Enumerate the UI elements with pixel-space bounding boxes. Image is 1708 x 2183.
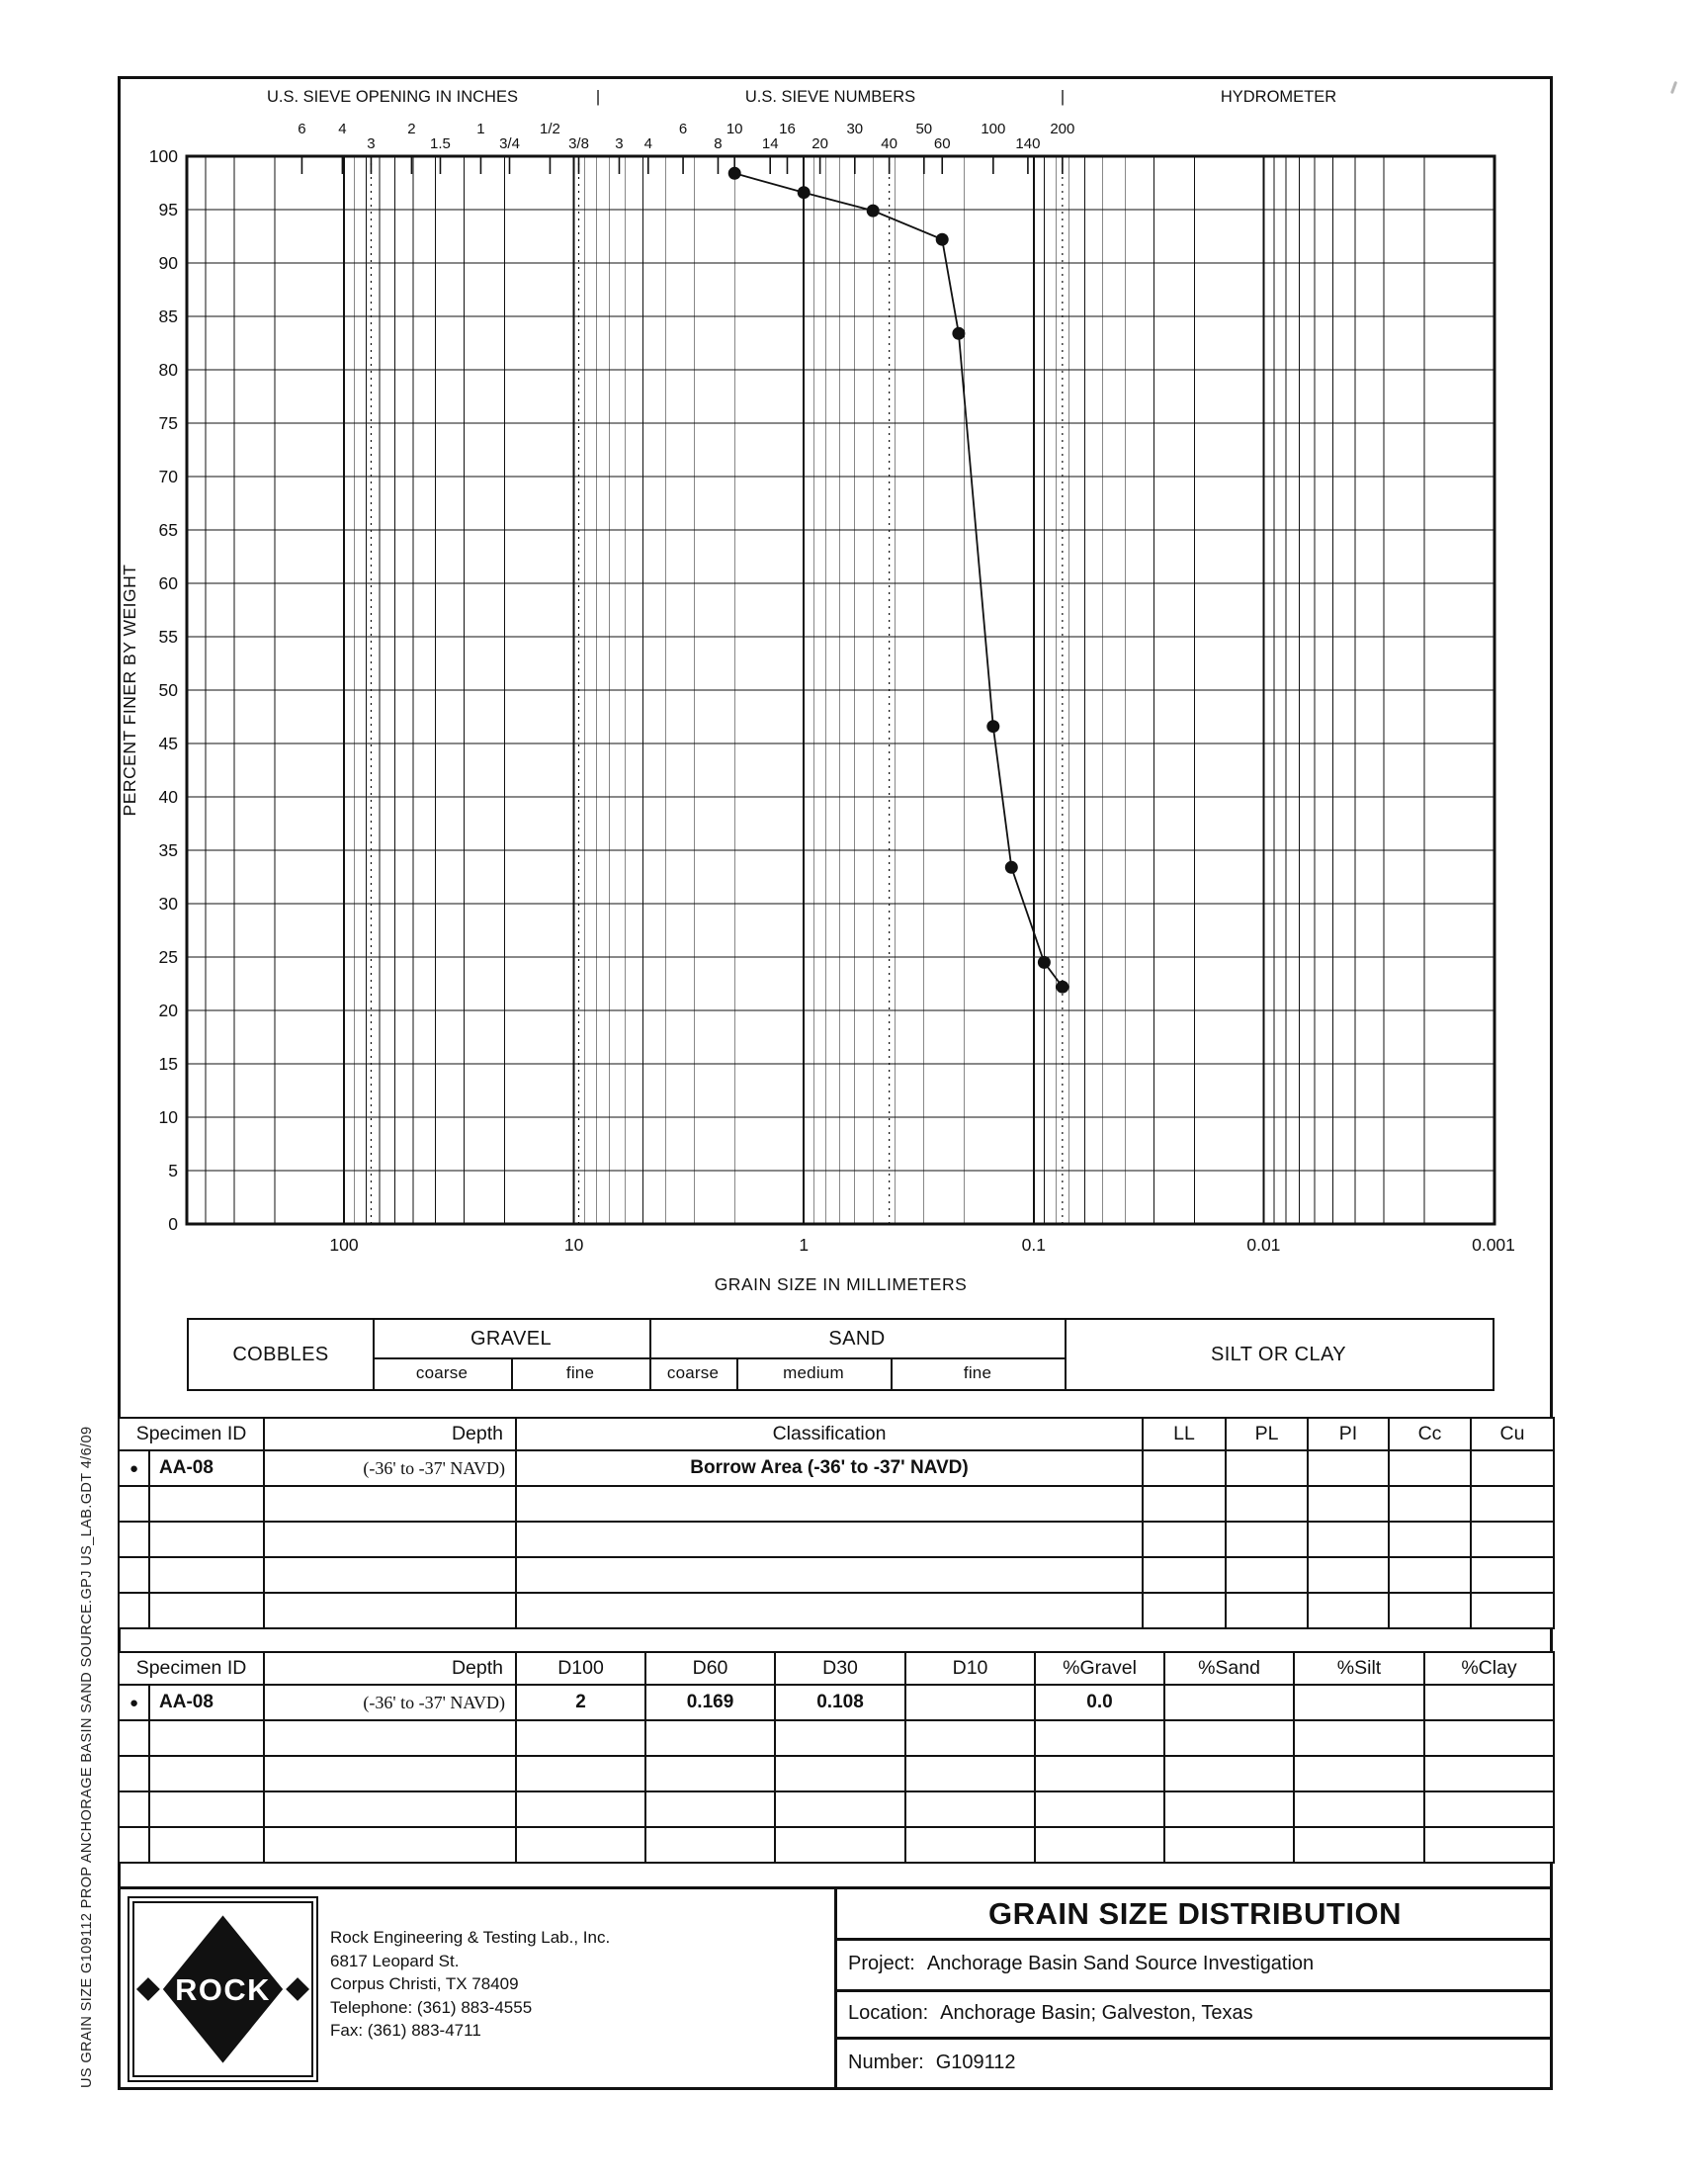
cell-classification (516, 1486, 1143, 1522)
gradation-table (118, 1651, 1555, 1864)
cell-d100 (516, 1827, 645, 1863)
svg-text:1/2: 1/2 (540, 121, 560, 137)
band-sand-coarse: coarse (666, 1363, 720, 1382)
cell-specimen-id (149, 1720, 264, 1756)
svg-text:0.01: 0.01 (1246, 1235, 1281, 1255)
cell-specimen-id (149, 1593, 264, 1628)
report-title: GRAIN SIZE DISTRIBUTION (988, 1895, 1402, 1931)
cell-pct-gravel (1035, 1791, 1164, 1827)
header-d60: D60 (645, 1652, 775, 1685)
svg-text:HYDROMETER: HYDROMETER (1220, 88, 1337, 106)
cell-cc (1389, 1486, 1471, 1522)
cell-d10 (905, 1756, 1035, 1791)
cell-pct-gravel (1035, 1720, 1164, 1756)
chart-gridlines (187, 156, 1494, 1224)
svg-text:0: 0 (168, 1214, 178, 1234)
header-depth: Depth (264, 1652, 516, 1685)
svg-text:75: 75 (158, 413, 178, 433)
specimen-marker: ● (119, 1685, 149, 1720)
svg-text:10: 10 (726, 121, 743, 137)
cell-d10 (905, 1685, 1035, 1720)
cell-specimen-id (149, 1756, 264, 1791)
cell-depth: (-36' to -37' NAVD) (264, 1685, 516, 1720)
svg-text:55: 55 (158, 627, 178, 647)
header-d30: D30 (775, 1652, 905, 1685)
specimen-marker: ● (119, 1450, 149, 1486)
cell-classification: Borrow Area (-36' to -37' NAVD) (516, 1450, 1143, 1486)
grain-size-distribution-chart (118, 84, 1554, 1305)
cell-d30 (775, 1791, 905, 1827)
svg-text:100: 100 (981, 121, 1006, 137)
data-point-marker (728, 167, 741, 180)
location-row (848, 1989, 1553, 2037)
svg-text:U.S. SIEVE NUMBERS: U.S. SIEVE NUMBERS (744, 88, 916, 106)
table-row (119, 1450, 1554, 1486)
svg-text:60: 60 (158, 573, 178, 593)
svg-text:10: 10 (158, 1107, 178, 1127)
location-label: Location: (848, 2001, 929, 2024)
cell-specimen-id (149, 1522, 264, 1557)
svg-text:85: 85 (158, 306, 178, 326)
gradation-curve (728, 167, 1069, 994)
scan-artifact-mark (1670, 81, 1677, 94)
header-pi: PI (1308, 1418, 1389, 1450)
cell-pi (1308, 1522, 1389, 1557)
cell-ll (1143, 1450, 1226, 1486)
cell-pct-clay (1424, 1756, 1554, 1791)
cell-cc (1389, 1593, 1471, 1628)
cell-d30: 0.108 (775, 1685, 905, 1720)
cell-specimen-id (149, 1557, 264, 1593)
cell-d60 (645, 1756, 775, 1791)
svg-text:3/4: 3/4 (499, 135, 520, 152)
header-ll: LL (1143, 1418, 1226, 1450)
cell-depth (264, 1756, 516, 1791)
rock-logo (134, 1903, 311, 2075)
cell-pct-clay (1424, 1791, 1554, 1827)
header-pct-silt: %Silt (1294, 1652, 1424, 1685)
cell-d30 (775, 1827, 905, 1863)
cell-pct-clay (1424, 1827, 1554, 1863)
data-point-marker (936, 233, 949, 246)
cell-ll (1143, 1486, 1226, 1522)
svg-text:30: 30 (846, 121, 864, 137)
svg-text:65: 65 (158, 520, 178, 540)
cell-depth (264, 1522, 516, 1557)
cell-pl (1226, 1593, 1308, 1628)
svg-text:|: | (595, 88, 601, 106)
band-gravel: GRAVEL (470, 1327, 553, 1350)
header-cu: Cu (1471, 1418, 1554, 1450)
specimen-marker (119, 1486, 149, 1522)
cell-pi (1308, 1593, 1389, 1628)
svg-text:10: 10 (563, 1235, 584, 1255)
band-sand-fine: fine (963, 1363, 992, 1382)
band-silt-or-clay: SILT OR CLAY (1210, 1343, 1347, 1365)
svg-text:14: 14 (761, 135, 779, 152)
table-row (119, 1557, 1554, 1593)
svg-text:20: 20 (158, 1001, 178, 1020)
cell-pct-gravel (1035, 1756, 1164, 1791)
svg-text:40: 40 (881, 135, 897, 152)
svg-text:1: 1 (476, 121, 485, 137)
table-row (119, 1827, 1554, 1863)
svg-text:45: 45 (158, 734, 178, 753)
svg-text:8: 8 (714, 135, 723, 152)
table-row (119, 1486, 1554, 1522)
band-sand: SAND (828, 1327, 886, 1350)
cell-d60 (645, 1791, 775, 1827)
header-depth: Depth (264, 1418, 516, 1450)
rock-logo-frame (132, 1901, 313, 2077)
cell-d60: 0.169 (645, 1685, 775, 1720)
svg-text:3: 3 (615, 135, 624, 152)
cell-pct-silt (1294, 1720, 1424, 1756)
cell-pi (1308, 1486, 1389, 1522)
cell-pct-clay (1424, 1685, 1554, 1720)
svg-text:6: 6 (678, 121, 688, 137)
band-gravel-coarse: coarse (415, 1363, 469, 1382)
table-row (119, 1522, 1554, 1557)
data-point-marker (1038, 956, 1051, 969)
cell-pi (1308, 1557, 1389, 1593)
cell-depth: (-36' to -37' NAVD) (264, 1450, 516, 1486)
table-row (119, 1720, 1554, 1756)
cell-ll (1143, 1557, 1226, 1593)
cell-cu (1471, 1557, 1554, 1593)
cell-d10 (905, 1720, 1035, 1756)
data-point-marker (986, 720, 999, 733)
specimen-marker (119, 1557, 149, 1593)
svg-text:60: 60 (933, 135, 951, 152)
cell-cu (1471, 1450, 1554, 1486)
svg-text:200: 200 (1050, 121, 1075, 137)
data-point-marker (867, 205, 880, 218)
header-d10: D10 (905, 1652, 1035, 1685)
logo-left-diamond-icon (136, 1977, 160, 2001)
data-point-marker (952, 327, 965, 340)
cell-classification (516, 1593, 1143, 1628)
cell-d60 (645, 1827, 775, 1863)
svg-text:100: 100 (148, 146, 178, 166)
cell-d10 (905, 1791, 1035, 1827)
number-label: Number: (848, 2051, 924, 2073)
cell-depth (264, 1557, 516, 1593)
company-street: 6817 Leopard St. (330, 1951, 460, 1970)
band-sand-medium: medium (783, 1363, 844, 1382)
cell-depth (264, 1720, 516, 1756)
cell-pct-gravel: 0.0 (1035, 1685, 1164, 1720)
size-bands-strip (187, 1318, 1494, 1391)
cell-pl (1226, 1522, 1308, 1557)
svg-text:1.5: 1.5 (430, 135, 451, 152)
gradation-header-row (119, 1652, 1554, 1685)
location-value: Anchorage Basin; Galveston, Texas (940, 2001, 1253, 2024)
cell-d30 (775, 1756, 905, 1791)
specimen-marker (119, 1593, 149, 1628)
number-value: G109112 (935, 2051, 1016, 2073)
specimen-marker (119, 1522, 149, 1557)
specimen-marker (119, 1720, 149, 1756)
svg-text:95: 95 (158, 200, 178, 219)
sidebar-filename-text: US GRAIN SIZE G109112 PROP ANCHORAGE BASIN SAND SOURCE.GPJ US_LAB.GDT 4/6/09 (79, 1426, 95, 2088)
header-pct-sand: %Sand (1164, 1652, 1294, 1685)
cell-cc (1389, 1450, 1471, 1486)
cell-classification (516, 1557, 1143, 1593)
logo-right-diamond-icon (286, 1977, 309, 2001)
header-pl: PL (1226, 1418, 1308, 1450)
data-point-marker (798, 186, 811, 199)
svg-text:2: 2 (407, 121, 416, 137)
company-telephone: Telephone: (361) 883-4555 (330, 1997, 533, 2017)
rock-logo-box (128, 1896, 318, 2082)
cell-classification (516, 1522, 1143, 1557)
cell-depth (264, 1486, 516, 1522)
data-point-marker (1005, 861, 1018, 874)
svg-text:|: | (1060, 88, 1066, 106)
svg-text:140: 140 (1015, 135, 1041, 152)
svg-text:16: 16 (779, 121, 796, 137)
svg-text:70: 70 (158, 467, 178, 486)
svg-text:3/8: 3/8 (568, 135, 589, 152)
data-point-marker (1056, 981, 1068, 994)
svg-text:6: 6 (298, 121, 306, 137)
cell-ll (1143, 1593, 1226, 1628)
project-row (848, 1938, 1553, 1989)
cell-depth (264, 1593, 516, 1628)
cell-d60 (645, 1720, 775, 1756)
chart-text-labels (120, 88, 1515, 1294)
company-city: Corpus Christi, TX 78409 (330, 1974, 519, 1993)
cell-pl (1226, 1450, 1308, 1486)
logo-text: ROCK (175, 1971, 271, 2007)
svg-text:35: 35 (158, 840, 178, 860)
cell-pct-silt (1294, 1791, 1424, 1827)
cell-cu (1471, 1486, 1554, 1522)
band-cobbles: COBBLES (232, 1343, 329, 1365)
table-row (119, 1756, 1554, 1791)
cell-cu (1471, 1593, 1554, 1628)
cell-pct-silt (1294, 1756, 1424, 1791)
svg-text:50: 50 (915, 121, 933, 137)
table-row (119, 1593, 1554, 1628)
svg-text:100: 100 (329, 1235, 359, 1255)
company-info (330, 1926, 610, 2043)
svg-text:25: 25 (158, 947, 178, 967)
svg-text:15: 15 (158, 1054, 178, 1074)
cell-pct-gravel (1035, 1827, 1164, 1863)
cell-cu (1471, 1522, 1554, 1557)
band-gravel-fine: fine (565, 1363, 595, 1382)
svg-text:PERCENT FINER BY WEIGHT: PERCENT FINER BY WEIGHT (120, 564, 139, 817)
svg-text:U.S. SIEVE OPENING IN INCHES: U.S. SIEVE OPENING IN INCHES (267, 88, 518, 106)
svg-text:3: 3 (367, 135, 376, 152)
cell-d100 (516, 1756, 645, 1791)
cell-specimen-id (149, 1791, 264, 1827)
svg-text:90: 90 (158, 253, 178, 273)
cell-d10 (905, 1827, 1035, 1863)
header-pct-gravel: %Gravel (1035, 1652, 1164, 1685)
cell-pct-sand (1164, 1685, 1294, 1720)
svg-text:4: 4 (643, 135, 652, 152)
cell-pct-sand (1164, 1756, 1294, 1791)
svg-text:0.1: 0.1 (1021, 1235, 1046, 1255)
cell-cc (1389, 1557, 1471, 1593)
cell-cc (1389, 1522, 1471, 1557)
cell-d100 (516, 1720, 645, 1756)
number-row (848, 2037, 1553, 2088)
cell-specimen-id (149, 1827, 264, 1863)
svg-text:30: 30 (158, 894, 178, 914)
cell-d100: 2 (516, 1685, 645, 1720)
classification-header-row (119, 1418, 1554, 1450)
cell-d30 (775, 1720, 905, 1756)
cell-pct-clay (1424, 1720, 1554, 1756)
specimen-marker (119, 1756, 149, 1791)
cell-d100 (516, 1791, 645, 1827)
svg-text:20: 20 (811, 135, 828, 152)
table-row (119, 1791, 1554, 1827)
cell-pl (1226, 1486, 1308, 1522)
svg-text:40: 40 (158, 787, 178, 807)
header-classification: Classification (516, 1418, 1143, 1450)
cell-specimen-id: AA-08 (149, 1685, 264, 1720)
project-value: Anchorage Basin Sand Source Investigation (926, 1952, 1315, 1974)
svg-text:4: 4 (338, 121, 347, 137)
svg-text:1: 1 (799, 1235, 810, 1255)
classification-table (118, 1417, 1555, 1629)
svg-text:5: 5 (168, 1161, 178, 1180)
company-fax: Fax: (361) 883-4711 (330, 2021, 481, 2040)
svg-text:GRAIN SIZE IN MILLIMETERS: GRAIN SIZE IN MILLIMETERS (714, 1274, 968, 1294)
company-name: Rock Engineering & Testing Lab., Inc. (330, 1928, 611, 1947)
cell-specimen-id (149, 1486, 264, 1522)
cell-ll (1143, 1522, 1226, 1557)
cell-pct-silt (1294, 1827, 1424, 1863)
header-specimen-id: Specimen ID (119, 1652, 264, 1685)
cell-pi (1308, 1450, 1389, 1486)
header-specimen-id: Specimen ID (119, 1418, 264, 1450)
table-row (119, 1685, 1554, 1720)
cell-pct-sand (1164, 1720, 1294, 1756)
svg-text:50: 50 (158, 680, 178, 700)
cell-pct-sand (1164, 1827, 1294, 1863)
svg-text:0.001: 0.001 (1472, 1235, 1515, 1255)
cell-depth (264, 1827, 516, 1863)
header-d100: D100 (516, 1652, 645, 1685)
cell-depth (264, 1791, 516, 1827)
header-pct-clay: %Clay (1424, 1652, 1554, 1685)
svg-text:80: 80 (158, 360, 178, 380)
specimen-marker (119, 1791, 149, 1827)
cell-pl (1226, 1557, 1308, 1593)
cell-pct-silt (1294, 1685, 1424, 1720)
header-cc: Cc (1389, 1418, 1471, 1450)
cell-pct-sand (1164, 1791, 1294, 1827)
cell-specimen-id: AA-08 (149, 1450, 264, 1486)
project-label: Project: (848, 1952, 915, 1974)
specimen-marker (119, 1827, 149, 1863)
